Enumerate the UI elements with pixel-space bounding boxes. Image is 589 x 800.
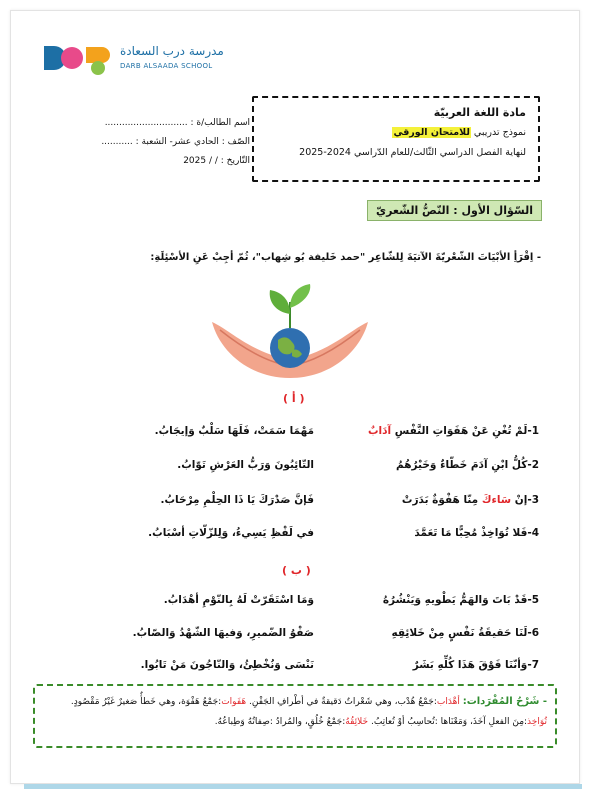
student-info [70, 118, 250, 175]
exam-model-line [262, 127, 526, 138]
verse-number: 7- [527, 659, 539, 671]
logo-shapes-icon [42, 42, 114, 76]
date-line: التّاريخ : / / 2025 [183, 156, 250, 166]
verse-text: كُلُّ ابْنِ آدَمَ خَطّاءٌ وَخَيْرُهُمُ [396, 459, 528, 471]
verse-number: 4- [527, 527, 539, 539]
verse-second-hemistich: وَمَا اسْتَقَرّتْ لَهُ بِالنّوْمِ أهْدَابُ. [163, 594, 314, 606]
verse-number: 1- [527, 425, 539, 437]
verse-first-hemistich [324, 459, 539, 471]
verse-number: 5- [527, 594, 539, 606]
vocab-meaning: :جَمْعُ هَفْوَة، وهي خَطأٌ صَغيرٌ غَيْرُ مَقْصُودٍ. [70, 697, 222, 707]
verse-1 [99, 425, 539, 443]
model-prefix: نموذج تدريبي [470, 127, 526, 138]
vocab-meaning: :جَمْعُ خُلُقٍ، والمُرادُ :صِفاتُهُ وَطِباعُهُ. [214, 717, 346, 727]
vocab-meaning: :جَمْعُ هُدْب، وهي شَعْراتٌ دَقيقةٌ في أطْرافِ الجَفْنِ. [249, 697, 437, 707]
verse-2 [99, 459, 539, 477]
verse-second-hemistich: مَهْمَا سَمَتْ، فَلَهَا سَلْبٌ وَإيجَابُ. [154, 425, 314, 437]
verse-second-hemistich: نَنْسَى وَنُخْطِئُ، وَالنّاجُونَ مَنْ تَابُوا. [140, 659, 314, 671]
hands-earth-illustration [210, 282, 370, 382]
group-b-label: ( ب ) [282, 564, 311, 577]
verse-number: 2- [527, 459, 539, 471]
verse-3 [99, 494, 539, 512]
verse-first-hemistich [324, 659, 539, 671]
vocab-word: هَفَوات [221, 697, 247, 707]
verse-text: فَلا تُوَاخِذْ مُحِبًّا مَا تَعَمَّدَ [414, 527, 528, 539]
verse-number: 6- [527, 627, 539, 639]
verse-second-hemistich: التّائِبُونَ وَرَبُّ العَرْشِ تَوّابُ. [177, 459, 314, 471]
verse-text: لَمْ تُغْنِ عَنْ هَفَوَاتِ النَّفْسِ [391, 425, 528, 437]
verse-5 [99, 594, 539, 612]
verse-first-hemistich [324, 594, 539, 606]
student-name-line: اسم الطالب/ة : ............................. [104, 118, 250, 128]
vocab-word: تُوَاخِذ [527, 717, 547, 727]
verse-first-hemistich [324, 494, 539, 506]
verse-text: لَنَا حَقيقَةُ نَفْسٍ مِنْ خَلائِقِهِ [391, 627, 528, 639]
footer-bar [24, 784, 582, 789]
vocabulary-box [33, 684, 557, 748]
vocab-word: خَلائِقُهُ [345, 717, 369, 727]
vocab-word: أهْدَاب [436, 697, 460, 707]
school-name-arabic: مدرسة درب السعادة [120, 44, 224, 58]
verse-text: وَأنّنَا فَوْقَ هَذَا كُلِّهِ بَشَرٌ [412, 659, 528, 671]
verse-text: إنْ [511, 494, 528, 506]
vocabulary-title: - شَرْحُ المُفْرَدات: [462, 696, 547, 707]
verse-6 [99, 627, 539, 645]
verse-text: قَدْ بَاتَ وَالهَمُّ يَطْويهِ وَيَنْشُرُهُ [382, 594, 528, 606]
verse-second-hemistich: صَفْوُ الضّميرِ، وَفيهَا الشّهْدُ وَالصّابُ. [132, 627, 314, 639]
highlighted-word: سَاءكَ [481, 494, 512, 506]
school-logo [42, 42, 242, 76]
instruction-text: - اِقْرَأِ الأبْيَاتَ الشّعْريّةَ الآتيَةَ لِلشّاعِر "حمد خَليفة بُو شِهاب"، ثُمّ أجِبْ عَنِ الأسْئِلَةِ: [150, 252, 541, 263]
school-name-english: DARB ALSAADA SCHOOL [120, 62, 213, 70]
group-a-label: ( أ ) [283, 392, 305, 405]
question-title: السّؤال الأول : النّصُّ الشّعريّ [367, 200, 542, 221]
verse-first-hemistich [324, 527, 539, 539]
model-highlight: للامتحان الورقي [393, 127, 470, 138]
verse-4 [99, 527, 539, 545]
term-line: لنهاية الفصل الدراسي الثّالث/للعام الدّراسي 2024-2025 [299, 147, 526, 158]
verse-first-hemistich [324, 425, 539, 437]
verse-second-hemistich: في لَفْظِ يَسِيءُ، وَلِلزّلّاتِ أسْبَابُ. [148, 527, 314, 539]
verse-number: 3- [527, 494, 539, 506]
subject-title: مادة اللغة العربيّة [433, 106, 526, 119]
verse-second-hemistich: فَإنَّ صَدْرَكَ يَا ذَا الحِلْمِ مِرْحَابُ. [160, 494, 314, 506]
verse-text: مِنّا هَفْوَةٌ بَدَرَتْ [401, 494, 482, 506]
verse-7 [99, 659, 539, 677]
grade-line: الصّف : الحادي عشر- الشعبة : ........... [101, 137, 250, 147]
exam-title-box [252, 96, 540, 182]
highlighted-word: آدَابٌ [367, 425, 392, 437]
vocab-meaning: :مِنَ الفعلِ آخَذَ، وَمَعْنَاها :تُحاسِبُ أوْ تُعاتِبُ. [370, 717, 528, 727]
verse-first-hemistich [324, 627, 539, 639]
